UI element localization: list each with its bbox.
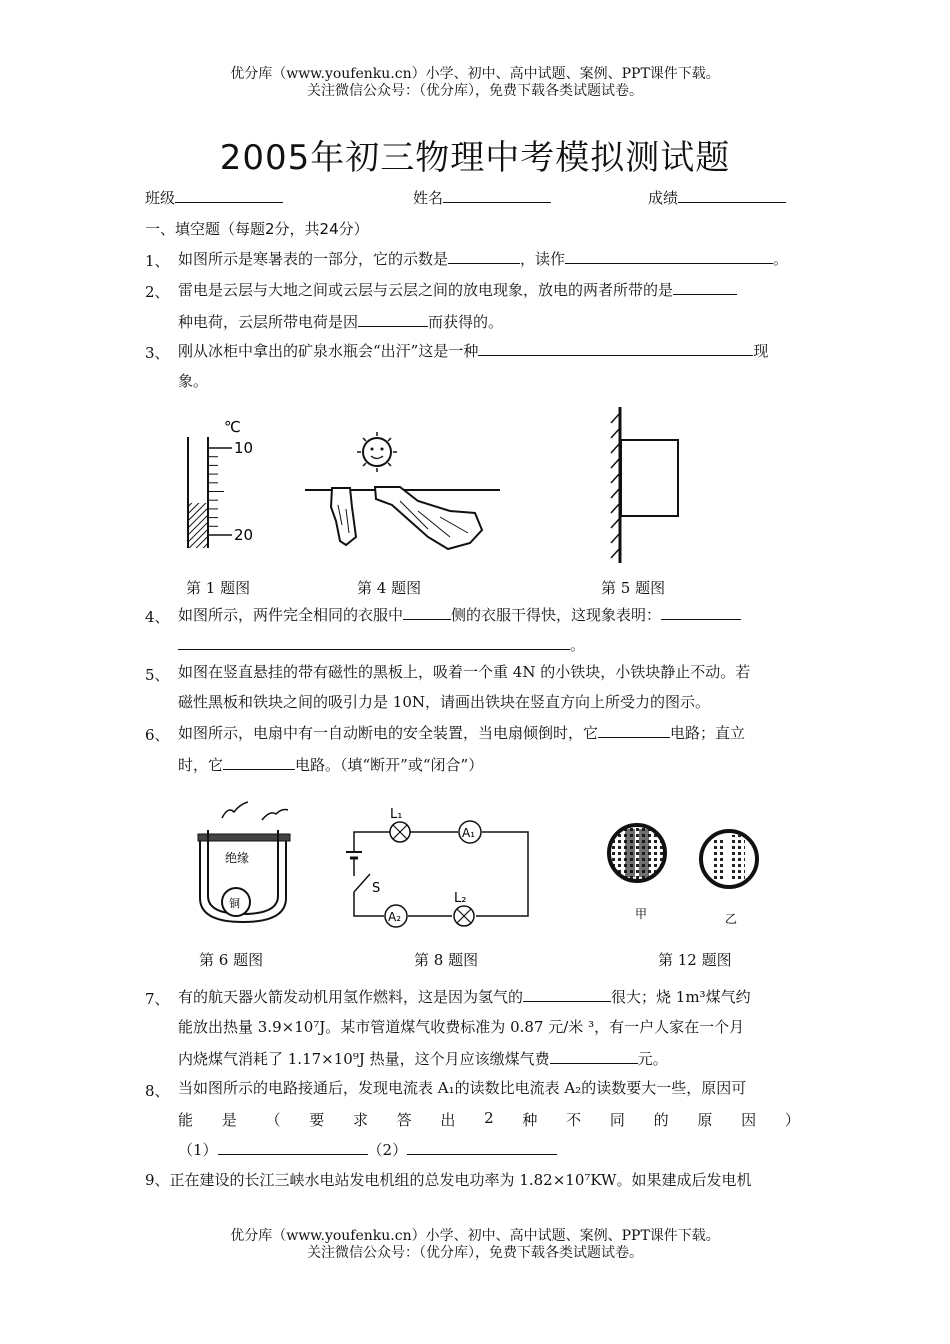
caption-fig4: 第 4 题图: [357, 579, 422, 597]
q8-text-3: （1） （2）: [178, 1139, 557, 1160]
q2-text-2: 种电荷，云层所带电荷是因 而获得的。: [178, 313, 504, 331]
circuit-figure: [340, 800, 540, 930]
lamp-l1: [390, 822, 410, 842]
q4-number: 4、: [145, 608, 170, 626]
clothes-line-figure: [300, 425, 505, 565]
q6-number: 6、: [145, 726, 170, 744]
caption-fig1: 第 1 题图: [186, 579, 251, 597]
lamp-l2: [454, 906, 474, 926]
q4-text-1: 如图所示，两件完全相同的衣服中 侧的衣服干得快，这现象表明：: [178, 604, 741, 625]
score-field: [648, 187, 786, 208]
q4-text-2: 。: [178, 634, 585, 655]
caption-fig6: 第 6 题图: [199, 951, 264, 969]
thermo-unit: ℃: [224, 418, 241, 436]
thermo-tick-10: 10: [234, 439, 254, 457]
label-a2: A₂: [388, 910, 402, 924]
q3-number: 3、: [145, 344, 170, 362]
footer-line2: 关注微信公众号：（优分库），免费下载各类试题试卷。: [307, 1245, 643, 1261]
caption-fig8: 第 8 题图: [414, 951, 479, 969]
q6-text-1: 如图所示，电扇中有一自动断电的安全装置，当电扇倾倒时，它 电路；直立: [178, 724, 746, 742]
caption-fig12: 第 12 题图: [658, 951, 732, 969]
q8-text-2: 能 是 （ 要 求 答 出 2 种 不 同 的 原 因 ）: [178, 1109, 800, 1129]
q1-text: 如图所示是寒暑表的一部分，它的示数是 ，读作 。: [178, 250, 789, 268]
q1-number: 1、: [145, 252, 170, 270]
q7-text-3: 内烧煤气消耗了 1.17×10⁹J 热量，这个月应该缴煤气费 元。: [178, 1050, 668, 1068]
label-jia: 甲: [635, 907, 648, 921]
q9-text: 9、正在建设的长江三峡水电站发电机组的总发电功率为 1.82×10⁷KW。如果建成后发电机: [145, 1171, 752, 1189]
header-line1: 优分库（www.youfenku.cn）小学、初中、高中试题、案例、PPT课件下载。: [230, 66, 720, 82]
q7-text-1: 有的航天器火箭发动机用氢作燃料，这是因为氢气的 很大；烧 1m³煤气约: [178, 988, 751, 1006]
thermometer-figure: [180, 415, 270, 555]
footer-line1: 优分库（www.youfenku.cn）小学、初中、高中试题、案例、PPT课件下载。: [230, 1228, 720, 1244]
q7-number: 7、: [145, 990, 170, 1008]
q3-text-1: 刚从冰柜中拿出的矿泉水瓶会“出汗”这是一种 现: [178, 342, 769, 360]
label-yi: 乙: [725, 912, 738, 926]
class-field: [145, 187, 283, 208]
right-cloth: [375, 487, 482, 549]
q7-text-2: 能放出热量 3.9×10⁷J。某市管道煤气收费标准为 0.87 元/米 ³，有一户人家在一个月: [178, 1018, 745, 1036]
thermo-tick-20: 20: [234, 526, 254, 544]
insulator-label: 绝缘: [225, 851, 250, 865]
header-line2: 关注微信公众号：（优分库），免费下载各类试题试卷。: [307, 83, 643, 99]
left-cloth: [331, 488, 356, 545]
label-a1: A₁: [462, 826, 476, 840]
iron-block: [621, 440, 678, 516]
class-blank: [175, 187, 283, 203]
q8-text-1: 当如图所示的电路接通后，发现电流表 A₁的读数比电流表 A₂的读数要大一些，原因可: [178, 1079, 747, 1097]
page-title: 2005年初三物理中考模拟测试题: [219, 138, 731, 178]
q3-text-2: 象。: [178, 372, 209, 390]
ammeter-a2: [385, 905, 407, 927]
q5-number: 5、: [145, 666, 170, 684]
label-switch: S: [372, 881, 381, 896]
footer: [0, 1228, 950, 1262]
score-blank: [678, 187, 786, 203]
q8-number: 8、: [145, 1082, 170, 1100]
name-field: [413, 187, 551, 208]
seal-jia: [609, 825, 665, 881]
section-heading: 一、填空题（每题2分，共24分）: [145, 220, 369, 238]
q5-text-2: 磁性黑板和铁块之间的吸引力是 10N，请画出铁块在竖直方向上所受力的图示。: [178, 693, 710, 711]
q2-text-1: 雷电是云层与大地之间或云层与云层之间的放电现象，放电的两者所带的是: [178, 279, 737, 300]
ammeter-a1: [459, 821, 481, 843]
seal-yi: [701, 831, 757, 887]
label-l2: L₂: [454, 891, 467, 906]
q5-text-1: 如图在竖直悬挂的带有磁性的黑板上，吸着一个重 4N 的小铁块，小铁块静止不动。若: [178, 663, 751, 681]
safety-switch-figure: [190, 798, 300, 928]
header-top: [0, 66, 950, 100]
score-label: 成绩: [648, 189, 679, 207]
name-label: 姓名: [413, 189, 444, 207]
label-l1: L₁: [390, 807, 403, 822]
q6-text-2: 时，它 电路。（填“断开”或“闭合”）: [178, 756, 484, 774]
name-blank: [443, 187, 551, 203]
copper-label: 铜: [229, 897, 240, 910]
q2-number: 2、: [145, 283, 170, 301]
seal-figure: [605, 815, 770, 930]
class-label: 班级: [145, 189, 176, 207]
blackboard-figure: [600, 405, 690, 565]
sun-icon: [357, 432, 397, 472]
caption-fig5: 第 5 题图: [601, 579, 666, 597]
